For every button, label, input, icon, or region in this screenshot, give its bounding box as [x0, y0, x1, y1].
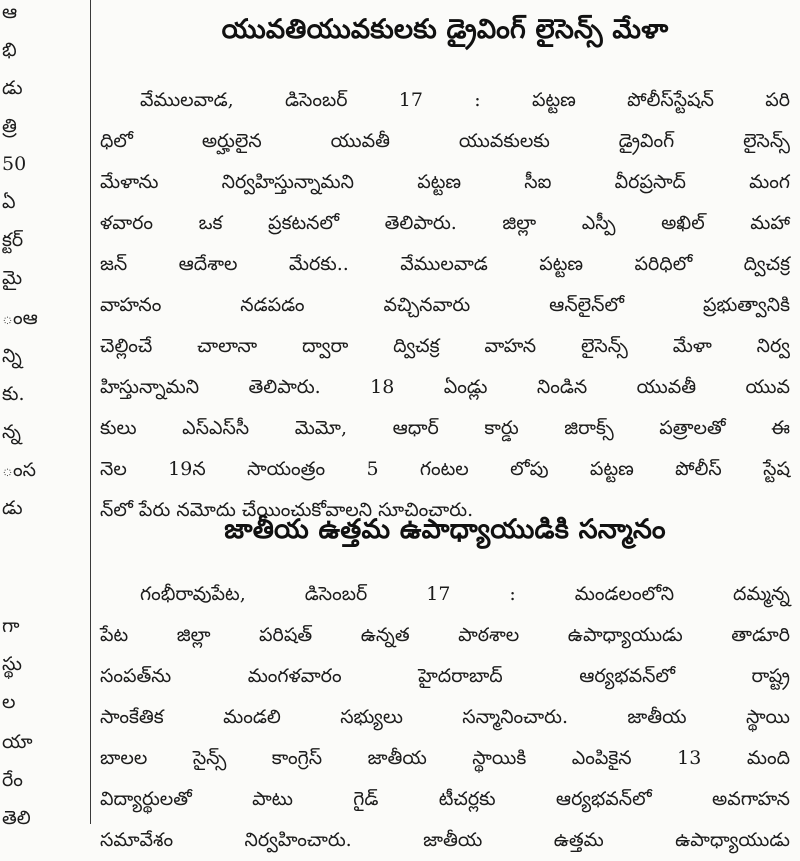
headline-driving-licence-mela: యువతియువకులకు డ్రైవింగ్ లైసెన్స్ మేళా — [221, 14, 669, 45]
column-divider — [90, 0, 91, 824]
left-column-fragment: తెలి — [2, 807, 31, 829]
article-driving-licence-body — [100, 80, 790, 531]
article-teacher-felicitation-body — [100, 574, 790, 861]
left-column-fragment: భి — [2, 39, 17, 61]
article-line: గంభీరావుపేట, డిసెంబర్ 17 : మండలంలోని దమ్మన్న — [140, 583, 790, 605]
left-column-fragment: ంఆ — [2, 307, 38, 329]
article-line: కులు ఎస్ఎస్‌సీ మెమో, ఆధార్ కార్డు జిరాక్స్ పత్రాలతో ఈ — [100, 417, 790, 439]
article-line: జన్ ఆదేశాల మేరకు.. వేములవాడ పట్టణ పరిధిలో ద్విచక్ర — [100, 253, 790, 275]
article-line: వేములవాడ, డిసెంబర్ 17 : పట్టణ పోలీస్‌స్టేషన్ పరి — [140, 89, 790, 111]
left-column-fragment: ఆ — [2, 1, 18, 23]
left-column-fragment: డు — [2, 497, 23, 519]
left-column-fragment: 50 — [2, 153, 27, 175]
article-line: ళవారం ఒక ప్రకటనలో తెలిపారు. జిల్లా ఎస్పీ అఖిల్ మహా — [100, 212, 790, 234]
left-column-fragment: ంస — [2, 459, 36, 481]
article-line: బాలల సైన్స్ కాంగ్రెస్ జాతీయ స్థాయికి ఎంపికైన 13 మంది — [100, 747, 790, 769]
left-column-fragment: డు — [2, 77, 23, 99]
headline-teacher-felicitation: జాతీయ ఉత్తమ ఉపాధ్యాయుడికి సన్మానం — [224, 514, 666, 545]
left-column-fragment: న్న — [2, 421, 21, 443]
left-column-fragment: త్రి — [2, 115, 17, 137]
left-column-fragment: రేం — [2, 769, 23, 791]
left-column-fragment: స్థు — [2, 653, 22, 675]
article-line: ధిలో అర్హులైన యువతీ యువకులకు డ్రైవింగ్ లైసెన్స్ — [100, 130, 790, 152]
left-column-fragment: మై — [2, 267, 23, 289]
left-column-fragment: ఏ — [2, 191, 16, 213]
adjacent-column-fragments — [0, 0, 58, 829]
left-column-fragment: గా — [2, 615, 20, 637]
left-column-fragment: ల — [2, 691, 16, 713]
article-line: పేట జిల్లా పరిషత్ ఉన్నత పాఠశాల ఉపాధ్యాయుడు తాడూరి — [100, 624, 790, 646]
left-column-fragment: కు. — [2, 383, 25, 405]
article-line: మేళాను నిర్వహిస్తున్నామని పట్టణ సీఐ వీరప్రసాద్ మంగ — [100, 171, 790, 193]
main-column — [100, 0, 790, 851]
headline-2-wrap — [100, 514, 790, 552]
article-line: హిస్తున్నామని తెలిపారు. 18 ఏండ్లు నిండిన యువతీ యువ — [100, 376, 790, 398]
article-line: సంపత్‌ను మంగళవారం హైదరాబాద్ ఆర్యభవన్‌లో రాష్ట్ర — [100, 665, 790, 687]
article-line: విద్యార్థులతో పాటు గైడ్ టీచర్లకు ఆర్యభవన్‌లో అవగాహన — [100, 788, 790, 810]
article-line: సాంకేతిక మండలి సభ్యులు సన్మానించారు. జాతీయ స్థాయి — [100, 706, 790, 728]
article-line: న్‌లో పేరు నమోదు చేయించుకోవాలని సూచించారు. — [100, 499, 474, 521]
left-column-fragment: క్టర్ — [2, 229, 24, 251]
article-line: నెల 19న సాయంత్రం 5 గంటల లోపు పట్టణ పోలీస్ స్టేష — [100, 458, 790, 480]
article-line: సమావేశం నిర్వహించారు. జాతీయ ఉత్తమ ఉపాధ్యాయుడు — [100, 829, 790, 851]
left-column-fragment: యా — [2, 731, 33, 753]
left-column-fragment: న్ని — [2, 345, 22, 367]
article-line: చెల్లించే చాలానా ద్వారా ద్విచక్ర వాహన లైసెన్స్ మేళా నిర్వ — [100, 335, 790, 357]
article-line: వాహనం నడపడం వచ్చినవారు ఆన్‌లైన్‌లో ప్రభుత్వానికి — [100, 294, 790, 316]
headline-1-wrap — [100, 14, 790, 52]
